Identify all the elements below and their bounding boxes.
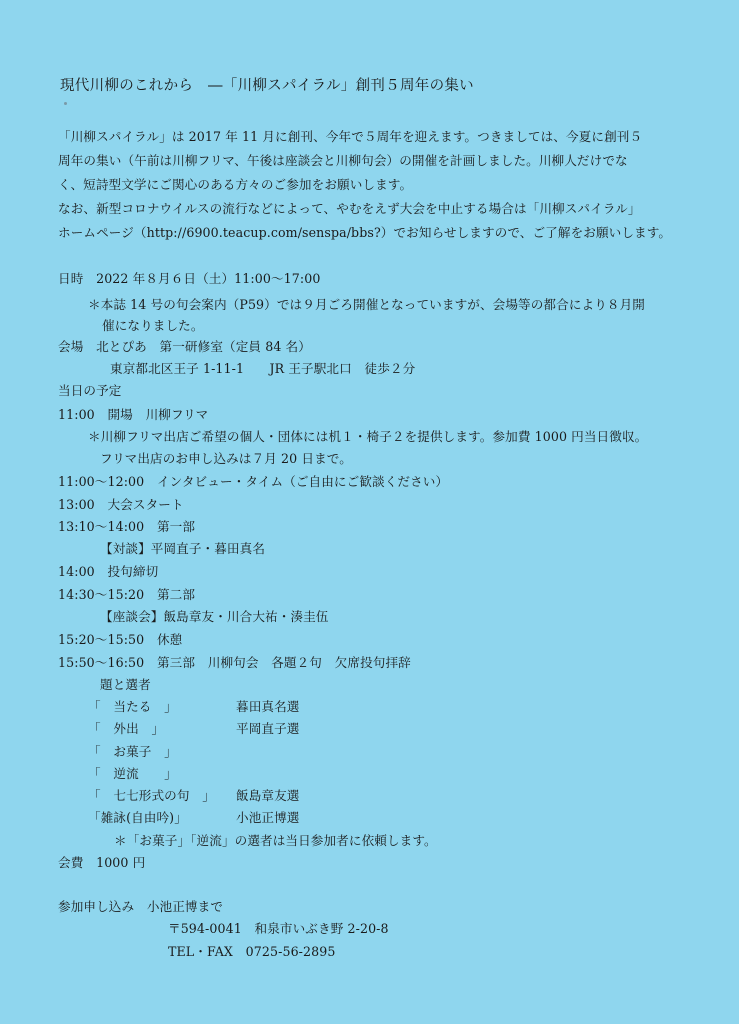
- intro-line-4: なお、新型コロナウイルスの流行などによって、やむをえず大会を中止する場合は「川柳スパイラル」: [58, 201, 641, 216]
- topic-label: 「雑詠(自由吟)」: [88, 810, 187, 825]
- topic-label: 「 逆流 」: [88, 766, 177, 781]
- flea-market-note-1: ＊川柳フリマ出店ご希望の個人・団体には机１・椅子２を提供します。参加費 1000 円当日徴収。: [88, 429, 648, 444]
- date-note-1: ＊本誌 14 号の句会案内（P59）では９月ごろ開催となっていますが、会場等の都合により８月開: [88, 297, 645, 312]
- schedule-item-part3: 15:50～16:50 第三部 川柳句会 各題２句 欠席投句拝辞: [58, 655, 411, 670]
- topic-label: 「 外出 」: [88, 721, 165, 736]
- date-line: 日時 2022 年８月６日（土）11:00～17:00: [58, 271, 321, 286]
- schedule-item-interview: 11:00～12:00 インタビュー・タイム（ご自由にご歓談ください）: [58, 474, 449, 489]
- schedule-heading: 当日の予定: [58, 383, 122, 398]
- intro-line-5: ホームページ（http://6900.teacup.com/senspa/bbs?）でお知らせしますので、ご了解をお願いします。: [58, 225, 672, 240]
- intro-line-2: 周年の集い（午前は川柳フリマ、午後は座談会と川柳句会）の開催を計画しました。川柳人だけでな: [58, 153, 628, 168]
- topic-judge: 飯島章友選: [236, 788, 300, 803]
- venue-line: 会場 北とぴあ 第一研修室（定員 84 名）: [58, 339, 311, 354]
- schedule-item-start: 13:00 大会スタート: [58, 497, 184, 512]
- date-note-2: 催になりました。: [102, 318, 204, 333]
- part1-detail: 【対談】平岡直子・暮田真名: [100, 541, 266, 556]
- schedule-item-break: 15:20～15:50 休憩: [58, 632, 183, 647]
- fee-line: 会費 1000 円: [58, 855, 146, 870]
- schedule-item-open: 11:00 開場 川柳フリマ: [58, 407, 209, 422]
- venue-address: 東京都北区王子 1-11-1 JR 王子駅北口 徒歩２分: [110, 361, 416, 376]
- topic-label: 「 七七形式の句 」: [88, 788, 215, 803]
- schedule-item-deadline: 14:00 投句締切: [58, 564, 159, 579]
- topics-heading: 題と選者: [100, 677, 151, 692]
- topic-judge: 小池正博選: [236, 810, 300, 825]
- topic-label: 「 お菓子 」: [88, 744, 177, 759]
- topic-label: 「 当たる 」: [88, 699, 177, 714]
- topic-judge: 暮田真名選: [236, 699, 300, 714]
- topics-note: ＊「お菓子」「逆流」の選者は当日参加者に依頼します。: [114, 833, 437, 848]
- schedule-item-part1: 13:10～14:00 第一部: [58, 519, 196, 534]
- apply-line: 参加申し込み 小池正博まで: [58, 899, 224, 914]
- intro-line-3: く、短詩型文学にご関心のある方々のご参加をお願いします。: [58, 177, 413, 192]
- apply-phone: TEL・FAX 0725-56-2895: [168, 944, 336, 959]
- apply-address: 〒594-0041 和泉市いぶき野 2-20-8: [168, 921, 389, 936]
- topic-judge: 平岡直子選: [236, 721, 300, 736]
- flea-market-note-2: フリマ出店のお申し込みは７月 20 日まで。: [100, 451, 352, 466]
- schedule-item-part2: 14:30～15:20 第二部: [58, 587, 196, 602]
- speck-mark: [64, 102, 67, 105]
- part2-detail: 【座談会】飯島章友・川合大祐・湊圭伍: [100, 609, 329, 624]
- document-title: 現代川柳のこれから ―「川柳スパイラル」創刊５周年の集い: [60, 78, 474, 94]
- intro-line-1: 「川柳スパイラル」は 2017 年 11 月に創刊、今年で５周年を迎えます。つきましては、今夏に創刊５: [58, 129, 643, 144]
